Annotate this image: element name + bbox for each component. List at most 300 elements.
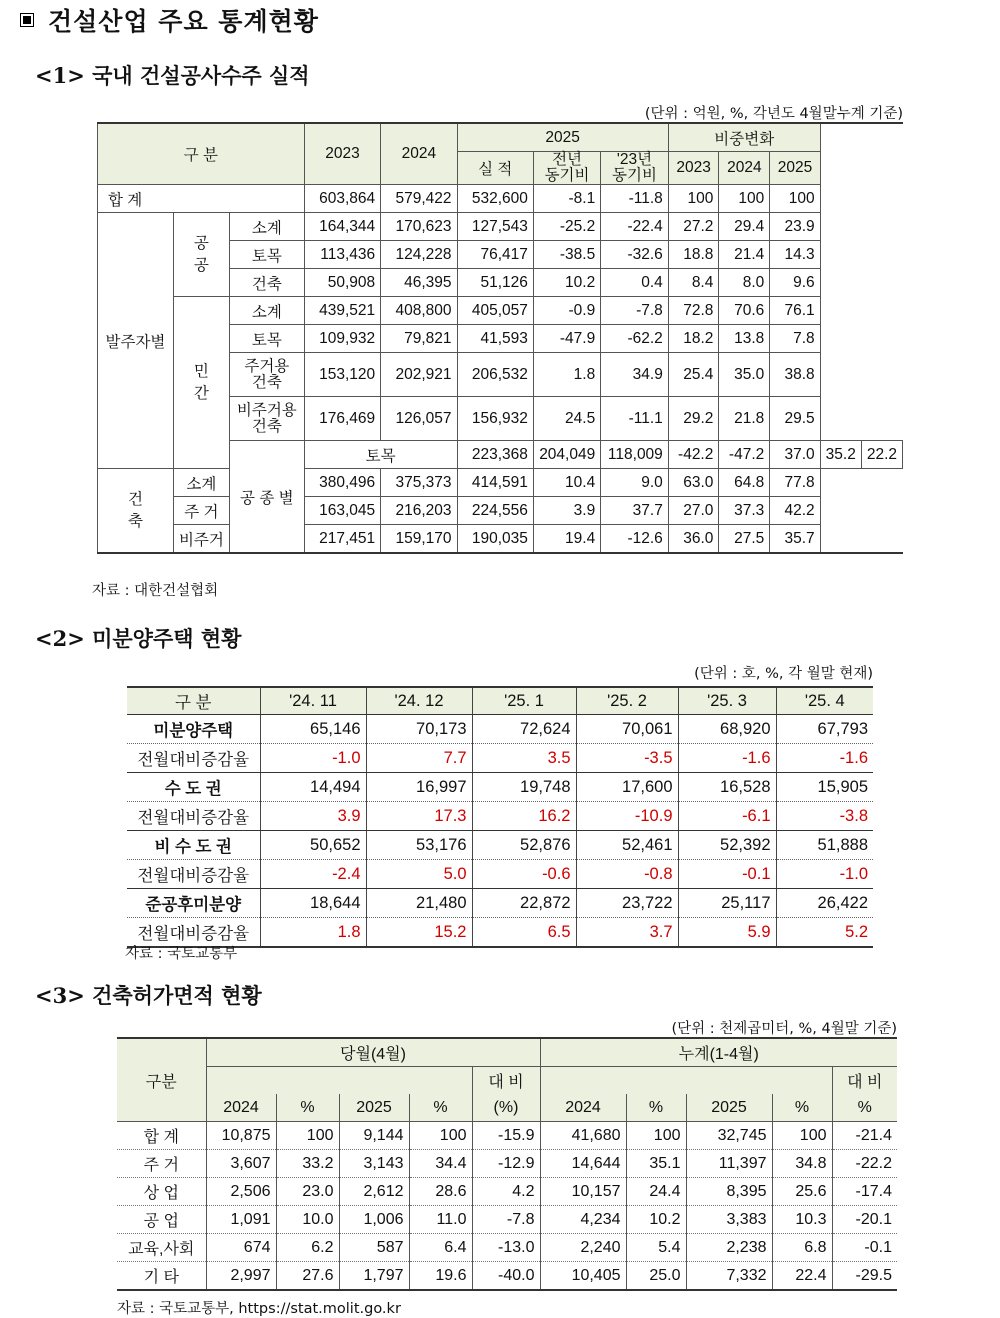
table-cell: 76,417 xyxy=(457,241,533,269)
table-cell: 소계 xyxy=(229,213,304,241)
header-vs23: '23년 동기비 xyxy=(601,152,669,185)
table-cell: 18.2 xyxy=(668,325,719,353)
table-cell: -11.8 xyxy=(601,185,669,213)
header-actual: 실 적 xyxy=(457,152,533,185)
table-cell: 준공후미분양 xyxy=(127,889,260,918)
table-cell: 8.0 xyxy=(719,269,770,297)
table-cell: 6.5 xyxy=(472,918,576,948)
table-cell: 4,234 xyxy=(540,1206,626,1234)
table-cell: 36.0 xyxy=(668,525,719,554)
table-cell: 79,821 xyxy=(381,325,457,353)
table-cell: 7.8 xyxy=(770,325,820,353)
table-cell: 126,057 xyxy=(381,397,457,441)
table-cell: 68,920 xyxy=(678,715,776,744)
table-cell: -38.5 xyxy=(533,241,600,269)
table-cell: 1,797 xyxy=(339,1262,409,1291)
section2-source: 자료 : 국토교통부 xyxy=(125,946,238,962)
table-row xyxy=(98,185,903,213)
section3-heading: <3> 건축허가면적 현황 xyxy=(35,983,262,1008)
header-2023: 2023 xyxy=(304,123,380,185)
section1-heading: <1> 국내 건설공사수주 실적 xyxy=(35,63,310,88)
table-cell: 비주거 xyxy=(173,525,229,554)
table-cell: 70.6 xyxy=(719,297,770,325)
table-cell: 52,461 xyxy=(576,831,678,860)
table-cell: 100 xyxy=(770,185,820,213)
table-cell: 224,556 xyxy=(457,497,533,525)
table-cell: 35.1 xyxy=(626,1150,686,1178)
table-cell: 27.6 xyxy=(276,1262,339,1291)
table-cell: 375,373 xyxy=(381,469,457,497)
table-cell: -0.1 xyxy=(678,860,776,889)
table-cell: 35.0 xyxy=(719,353,770,397)
table-cell: 6.2 xyxy=(276,1234,339,1262)
table-row xyxy=(127,715,873,744)
table-cell: 19,748 xyxy=(472,773,576,802)
table-row xyxy=(127,773,873,802)
table-cell: 118,009 xyxy=(601,441,669,469)
row-label: 비주거용 건축 xyxy=(229,397,304,441)
table-row xyxy=(127,860,873,889)
table-cell: 16.2 xyxy=(472,802,576,831)
header-compare-month: 대 비 xyxy=(472,1067,540,1095)
table-cell: 153,120 xyxy=(304,353,380,397)
table-cell: 15.2 xyxy=(366,918,472,948)
table-cell: 5.9 xyxy=(678,918,776,948)
table-cell: 156,932 xyxy=(457,397,533,441)
header-cumulative: 누계(1-4월) xyxy=(540,1038,897,1067)
table-cell: 9.6 xyxy=(770,269,820,297)
table-cell: -15.9 xyxy=(472,1122,540,1150)
table-cell: -17.4 xyxy=(832,1178,897,1206)
table-cell: 11.0 xyxy=(409,1206,472,1234)
table-cell: 2,238 xyxy=(686,1234,772,1262)
table-cell: 3.9 xyxy=(260,802,366,831)
table-cell: -7.8 xyxy=(601,297,669,325)
header-2025: 2025 xyxy=(457,123,668,152)
table-row xyxy=(127,918,873,948)
table-cell: 76.1 xyxy=(770,297,820,325)
table-cell: 소계 xyxy=(173,469,229,497)
table-cell: 34.4 xyxy=(409,1150,472,1178)
table-row xyxy=(98,213,903,241)
table-cell: 29.2 xyxy=(668,397,719,441)
table-cell: -3.8 xyxy=(776,802,873,831)
table-cell: 수 도 권 xyxy=(127,773,260,802)
table-cell: 532,600 xyxy=(457,185,533,213)
table-row xyxy=(98,497,903,525)
table-cell: 100 xyxy=(772,1122,832,1150)
table-cell: 전월대비증감율 xyxy=(137,925,250,943)
table-cell: % xyxy=(626,1094,686,1122)
table-cell: 52,876 xyxy=(472,831,576,860)
table-row xyxy=(98,469,903,497)
table-cell: 2024 xyxy=(206,1094,276,1122)
table-cell: 34.8 xyxy=(772,1150,832,1178)
page-title xyxy=(20,2,319,38)
table-cell: '25. 4 xyxy=(776,687,873,715)
table-cell xyxy=(540,1067,832,1095)
table-cell: 전월대비증감율 xyxy=(127,802,260,831)
table-cell: -40.0 xyxy=(472,1262,540,1291)
table-cell: 217,451 xyxy=(304,525,380,554)
section2-unit: (단위 : 호, %, 각 월말 현재) xyxy=(694,666,873,682)
table-cell: 소계 xyxy=(229,297,304,325)
table-cell: 41,680 xyxy=(540,1122,626,1150)
table-cell: 3.9 xyxy=(533,497,600,525)
table-cell: '24. 11 xyxy=(260,687,366,715)
table-cell: 3.7 xyxy=(576,918,678,948)
table-cell: 16,997 xyxy=(366,773,472,802)
table-cell: 7.7 xyxy=(366,744,472,773)
table-cell: 23,722 xyxy=(576,889,678,918)
table-cell: 25.4 xyxy=(668,353,719,397)
header-compare-cum: 대 비 xyxy=(832,1067,897,1095)
table-cell: 27.5 xyxy=(719,525,770,554)
table-cell: 2,612 xyxy=(339,1178,409,1206)
table-row xyxy=(117,1122,897,1150)
table-cell: 34.9 xyxy=(601,353,669,397)
table-cell: 5.2 xyxy=(776,918,873,948)
table-cell: -22.4 xyxy=(601,213,669,241)
table-cell: 공 업 xyxy=(117,1206,206,1234)
table-cell: 204,049 xyxy=(533,441,600,469)
table-cell: 42.2 xyxy=(770,497,820,525)
table-cell: 37.3 xyxy=(719,497,770,525)
table-cell: -32.6 xyxy=(601,241,669,269)
table-cell: 29.4 xyxy=(719,213,770,241)
table-cell: 14,494 xyxy=(260,773,366,802)
table-cell: 26,422 xyxy=(776,889,873,918)
table-cell: 2025 xyxy=(339,1094,409,1122)
table-cell: 1,006 xyxy=(339,1206,409,1234)
table-cell: '25. 3 xyxy=(678,687,776,715)
table-cell: 674 xyxy=(206,1234,276,1262)
section1-source: 자료 : 대한건설협회 xyxy=(92,583,219,599)
table-cell: 27.0 xyxy=(668,497,719,525)
table-cell: 124,228 xyxy=(381,241,457,269)
table-cell: 14,644 xyxy=(540,1150,626,1178)
table-cell: 77.8 xyxy=(770,469,820,497)
table-cell: % xyxy=(832,1094,897,1122)
table-cell: 10.2 xyxy=(626,1206,686,1234)
table-cell: 33.2 xyxy=(276,1150,339,1178)
table-cell: 2,506 xyxy=(206,1178,276,1206)
table-cell: 35.7 xyxy=(770,525,820,554)
table-cell: 29.5 xyxy=(770,397,820,441)
table-cell: 163,045 xyxy=(304,497,380,525)
table-cell: -11.1 xyxy=(601,397,669,441)
table-cell: 37.7 xyxy=(601,497,669,525)
building-permit-table xyxy=(117,1037,897,1291)
table-cell: -12.6 xyxy=(601,525,669,554)
table-cell: -12.9 xyxy=(472,1150,540,1178)
table-cell: 24.5 xyxy=(533,397,600,441)
table-cell: 70,173 xyxy=(366,715,472,744)
table-cell: -7.8 xyxy=(472,1206,540,1234)
table-cell: -13.0 xyxy=(472,1234,540,1262)
table-cell: 합 계 xyxy=(117,1122,206,1150)
header-month: 당월(4월) xyxy=(206,1038,540,1067)
table-cell: 3,383 xyxy=(686,1206,772,1234)
header-yoy: 전년 동기비 xyxy=(533,152,600,185)
table-cell: 22.2 xyxy=(861,441,902,469)
table-cell: 14.3 xyxy=(770,241,820,269)
table-row xyxy=(127,889,873,918)
table-cell xyxy=(206,1067,472,1095)
table-row xyxy=(127,744,873,773)
table-cell: -8.1 xyxy=(533,185,600,213)
table-cell: 113,436 xyxy=(304,241,380,269)
table-cell: 380,496 xyxy=(304,469,380,497)
table-cell: -22.2 xyxy=(832,1150,897,1178)
table-cell: 23.0 xyxy=(276,1178,339,1206)
table-cell: 9.0 xyxy=(601,469,669,497)
table-cell: 70,061 xyxy=(576,715,678,744)
table-cell: 32,745 xyxy=(686,1122,772,1150)
table-cell: -47.9 xyxy=(533,325,600,353)
table-cell: 주 거 xyxy=(117,1150,206,1178)
table-cell: 52,392 xyxy=(678,831,776,860)
table-cell: 164,344 xyxy=(304,213,380,241)
table-cell: -1.6 xyxy=(678,744,776,773)
table-cell: 3,143 xyxy=(339,1150,409,1178)
table-cell: 10,157 xyxy=(540,1178,626,1206)
table-cell: 1.8 xyxy=(533,353,600,397)
table-cell: 100 xyxy=(409,1122,472,1150)
table-cell: 토목 xyxy=(304,441,457,469)
group-by-type: 공 종 별 xyxy=(229,441,304,554)
table-cell: -29.5 xyxy=(832,1262,897,1291)
table-cell: 11,397 xyxy=(686,1150,772,1178)
table-cell: 전월대비증감율 xyxy=(127,860,260,889)
table-cell: -2.4 xyxy=(260,860,366,889)
table-row xyxy=(117,1206,897,1234)
table-cell: (%) xyxy=(472,1094,540,1122)
section3-unit: (단위 : 천제곱미터, %, 4월말 기준) xyxy=(671,1021,897,1037)
table-cell: % xyxy=(772,1094,832,1122)
table-cell: 64.8 xyxy=(719,469,770,497)
table-row xyxy=(117,1234,897,1262)
table-cell: 8,395 xyxy=(686,1178,772,1206)
table-cell: 51,126 xyxy=(457,269,533,297)
table-cell: 7,332 xyxy=(686,1262,772,1291)
table-cell: '25. 1 xyxy=(472,687,576,715)
table-cell: 21,480 xyxy=(366,889,472,918)
table-cell: 109,932 xyxy=(304,325,380,353)
table-cell: 6.4 xyxy=(409,1234,472,1262)
table-cell: -0.9 xyxy=(533,297,600,325)
table-cell: 3.5 xyxy=(472,744,576,773)
table-cell: 216,203 xyxy=(381,497,457,525)
table-cell: 408,800 xyxy=(381,297,457,325)
table-cell: 72,624 xyxy=(472,715,576,744)
table-cell: 53,176 xyxy=(366,831,472,860)
table-row xyxy=(98,525,903,554)
table-cell: 기 타 xyxy=(143,1269,179,1286)
table-cell: 18,644 xyxy=(260,889,366,918)
table-header-row xyxy=(127,687,873,715)
table-row xyxy=(98,297,903,325)
table-cell: 교육,사회 xyxy=(117,1234,206,1262)
table-cell: 25.0 xyxy=(626,1262,686,1291)
table-cell: 37.0 xyxy=(770,441,820,469)
table-row xyxy=(117,1150,897,1178)
square-bullet-icon xyxy=(20,13,34,27)
table-cell: -42.2 xyxy=(668,441,719,469)
orders-table xyxy=(97,122,903,554)
table-cell: 2,240 xyxy=(540,1234,626,1262)
table-cell: 65,146 xyxy=(260,715,366,744)
table-cell: -47.2 xyxy=(719,441,770,469)
table-cell: 21.4 xyxy=(719,241,770,269)
header-share-change: 비중변화 xyxy=(668,123,820,152)
table-cell: 63.0 xyxy=(668,469,719,497)
table-cell: 토목 xyxy=(229,325,304,353)
table-cell: 587 xyxy=(339,1234,409,1262)
table-cell: 4.2 xyxy=(472,1178,540,1206)
header-category: 구 분 xyxy=(98,123,305,185)
table-cell: 주 거 xyxy=(173,497,229,525)
table-cell: 67,793 xyxy=(776,715,873,744)
table-cell: 27.2 xyxy=(668,213,719,241)
table-cell: 10,875 xyxy=(206,1122,276,1150)
header-share-2024: 2024 xyxy=(719,152,770,185)
table-cell: 2024 xyxy=(540,1094,626,1122)
table-cell: -21.4 xyxy=(832,1122,897,1150)
table-cell: 9,144 xyxy=(339,1122,409,1150)
table-cell: 22,872 xyxy=(472,889,576,918)
table-cell: -1.0 xyxy=(260,744,366,773)
table-cell: 100 xyxy=(626,1122,686,1150)
table-cell: 비 수 도 권 xyxy=(127,831,260,860)
table-cell: -1.0 xyxy=(776,860,873,889)
table-cell: -10.9 xyxy=(576,802,678,831)
table-cell: 202,921 xyxy=(381,353,457,397)
table-cell: 10.3 xyxy=(772,1206,832,1234)
unsold-housing-table xyxy=(127,686,873,948)
table-cell: 미분양주택 xyxy=(127,715,260,744)
table-cell: 190,035 xyxy=(457,525,533,554)
table-cell: 35.2 xyxy=(820,441,861,469)
table-cell: 상 업 xyxy=(117,1178,206,1206)
table-cell: 41,593 xyxy=(457,325,533,353)
table-cell: 25,117 xyxy=(678,889,776,918)
table-cell: -20.1 xyxy=(832,1206,897,1234)
table-cell: 223,368 xyxy=(457,441,533,469)
table-cell: 2,997 xyxy=(206,1262,276,1291)
table-cell: 100 xyxy=(276,1122,339,1150)
page-title-text: 건설산업 주요 통계현황 xyxy=(48,7,319,36)
table-cell: 0.4 xyxy=(601,269,669,297)
table-cell: 28.6 xyxy=(409,1178,472,1206)
table-cell: -0.8 xyxy=(576,860,678,889)
table-cell: 전월대비증감율 xyxy=(127,744,260,773)
table-cell: 6.8 xyxy=(772,1234,832,1262)
table-cell: 51,888 xyxy=(776,831,873,860)
table-cell: 22.4 xyxy=(772,1262,832,1291)
table-cell: 17.3 xyxy=(366,802,472,831)
table-row xyxy=(127,831,873,860)
table-cell: 15,905 xyxy=(776,773,873,802)
table-cell: 414,591 xyxy=(457,469,533,497)
table-row xyxy=(117,1178,897,1206)
table-cell: 603,864 xyxy=(304,185,380,213)
header-share-2025: 2025 xyxy=(770,152,820,185)
table-cell: 579,422 xyxy=(381,185,457,213)
group-building: 건 축 xyxy=(98,469,174,554)
table-cell: -1.6 xyxy=(776,744,873,773)
table-cell: 127,543 xyxy=(457,213,533,241)
table-cell: 50,652 xyxy=(260,831,366,860)
table-cell: 100 xyxy=(668,185,719,213)
table-cell: 25.6 xyxy=(772,1178,832,1206)
table-cell: 439,521 xyxy=(304,297,380,325)
table-cell: 2025 xyxy=(686,1094,772,1122)
table-cell: 17,600 xyxy=(576,773,678,802)
table-cell: 23.9 xyxy=(770,213,820,241)
table-cell: 206,532 xyxy=(457,353,533,397)
table-cell: 3,607 xyxy=(206,1150,276,1178)
header-2024: 2024 xyxy=(381,123,457,185)
table-cell: -0.1 xyxy=(832,1234,897,1262)
table-cell: 10.0 xyxy=(276,1206,339,1234)
table-cell: 10.4 xyxy=(533,469,600,497)
table-cell: 159,170 xyxy=(381,525,457,554)
table-cell: 100 xyxy=(719,185,770,213)
table-cell: '25. 2 xyxy=(576,687,678,715)
table-cell: -3.5 xyxy=(576,744,678,773)
table-cell: 18.8 xyxy=(668,241,719,269)
table-cell: 10,405 xyxy=(540,1262,626,1291)
table-cell: 1,091 xyxy=(206,1206,276,1234)
table-cell: 176,469 xyxy=(304,397,380,441)
table-cell: 38.8 xyxy=(770,353,820,397)
table-cell: 24.4 xyxy=(626,1178,686,1206)
table-cell: -0.6 xyxy=(472,860,576,889)
table-cell: 21.8 xyxy=(719,397,770,441)
group-private: 민 간 xyxy=(173,297,229,469)
table-cell: 5.4 xyxy=(626,1234,686,1262)
group-public: 공 공 xyxy=(173,213,229,297)
table-cell: '24. 12 xyxy=(366,687,472,715)
section2-heading: <2> 미분양주택 현황 xyxy=(35,626,242,651)
section1-unit: (단위 : 억원, %, 각년도 4월말누계 기준) xyxy=(644,106,903,122)
table-cell: 50,908 xyxy=(304,269,380,297)
table-cell: 건축 xyxy=(229,269,304,297)
table-row xyxy=(117,1262,897,1291)
header-category: 구분 xyxy=(117,1038,206,1122)
table-cell: -6.1 xyxy=(678,802,776,831)
table-cell: 구 분 xyxy=(127,687,260,715)
table-cell: 19.4 xyxy=(533,525,600,554)
table-cell: 16,528 xyxy=(678,773,776,802)
section3-source: 자료 : 국토교통부, https://stat.molit.go.kr xyxy=(117,1301,401,1317)
table-cell: 72.8 xyxy=(668,297,719,325)
table-cell: 1.8 xyxy=(260,918,366,948)
row-label: 합 계 xyxy=(98,185,305,213)
table-cell: -62.2 xyxy=(601,325,669,353)
group-by-orderer: 발주자별 xyxy=(98,213,174,469)
table-cell: 10.2 xyxy=(533,269,600,297)
table-cell: -25.2 xyxy=(533,213,600,241)
row-label: 주거용 건축 xyxy=(229,353,304,397)
table-cell: % xyxy=(409,1094,472,1122)
table-cell: 5.0 xyxy=(366,860,472,889)
table-row xyxy=(127,802,873,831)
table-cell: 8.4 xyxy=(668,269,719,297)
table-cell: % xyxy=(276,1094,339,1122)
table-cell: 46,395 xyxy=(381,269,457,297)
